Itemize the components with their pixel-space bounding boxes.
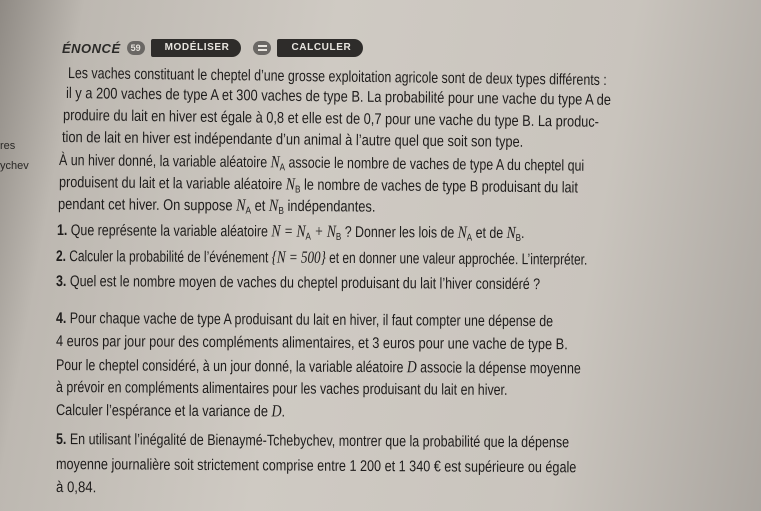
question-4-line: 4 euros par jour pour des compléments alimentaires, et 3 euros pour une vache de type B. xyxy=(55,333,568,354)
question-4-line: Pour le cheptel considéré, à un jour donné, la variable aléatoire D associe la dépense moyenne xyxy=(55,357,581,378)
intro-line: produire du lait en hiver est égale à 0,8 et elle est de 0,7 pour une vache du type B. La produc- xyxy=(62,107,600,131)
intro-line: À un hiver donné, la variable aléatoire $N_A$ associe le nombre de vaches de type A du cheptel qui xyxy=(58,152,585,175)
intro-line: Les vaches constituant le cheptel d’une grosse exploitation agricole sont de deux types différents : xyxy=(67,65,607,90)
margin-fragment: res xyxy=(0,140,16,152)
question-5-line: moyenne journalière soit strictement comprise entre 1 200 et 1 340 € est supérieure ou égale xyxy=(55,456,577,477)
question-4: 4. Pour chaque vache de type A produisant du lait en hiver, il faut compter une dépense de xyxy=(55,310,554,331)
difficulty-badge: 59 xyxy=(127,41,145,55)
margin-fragment: ychev xyxy=(0,160,29,172)
tag-modeliser: MODÉLISER xyxy=(151,39,242,57)
question-1: 1. Que représente la variable aléatoire $N = N_A + N_B$ ? Donner les lois de $N_A$ et de $N_B$. xyxy=(56,221,525,245)
intro-line: tion de lait en hiver est indépendante d’un animal à l’autre quel que soit son type. xyxy=(61,129,524,151)
enonce-title: ÉNONCÉ xyxy=(62,40,121,56)
question-5: 5. En utilisant l’inégalité de Bienaymé-Tchebychev, montrer que la probabilité que la dépense xyxy=(55,431,570,452)
question-4-line: Calculer l’espérance et la variance de D. xyxy=(55,401,286,421)
intro-line: pendant cet hiver. On suppose $N_A$ et $N_B$ indépendantes. xyxy=(57,195,376,217)
intro-line: il y a 200 vaches de type A et 300 vaches de type B. La probabilité pour une vache du type A de xyxy=(65,85,612,109)
question-3: 3. Quel est le nombre moyen de vaches du cheptel produisant du lait l’hiver considéré ? xyxy=(55,273,541,294)
intro-line: produisent du lait et la variable aléatoire $N_B$ le nombre de vaches de type B produisant du lait xyxy=(58,174,578,197)
question-5-line: à 0,84. xyxy=(55,479,97,497)
question-2: 2. Calculer la probabilité de l’événement {N = 500} et en donner une valeur approchée. L’interpréter. xyxy=(55,247,588,269)
tag-calculer: CALCULER xyxy=(277,39,363,57)
question-4-line: à prévoir en compléments alimentaires pour les vaches produisant du lait en hiver. xyxy=(55,379,508,399)
